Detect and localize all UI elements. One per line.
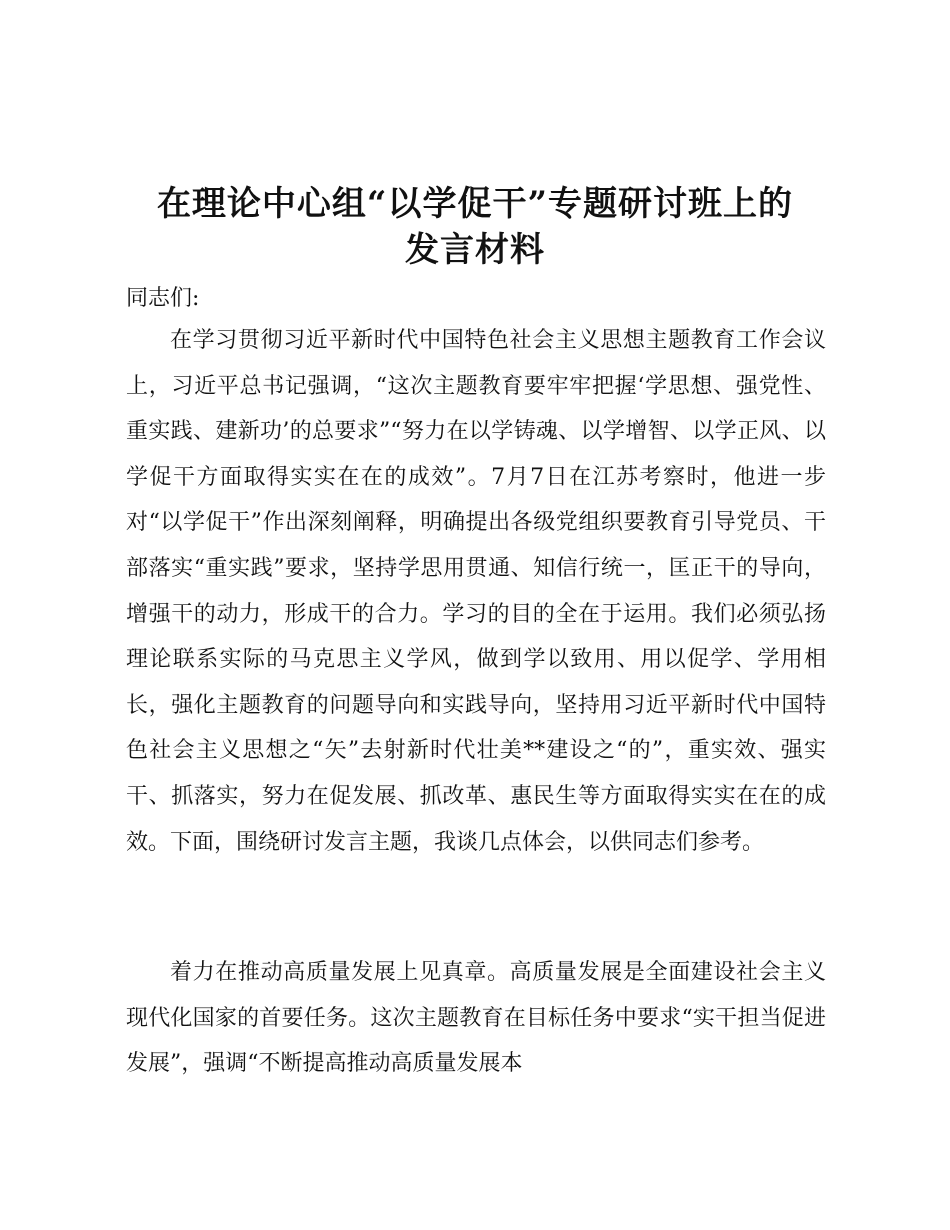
paragraph-2: 着力在推动高质量发展上见真章。高质量发展是全面建设社会主义现代化国家的首要任务。这次主题教育在目标任务中要求“实干担当促进发展”，强调“不断提高推动高质量发展本 [126, 960, 826, 1077]
document-title-line-1: 在理论中心组“以学促干”专题研讨班上的 [156, 184, 794, 224]
paragraph-1: 在学习贯彻习近平新时代中国特色社会主义思想主题教育工作会议上，习近平总书记强调，“这次主题教育要牢牢把握‘学思想、强党性、重实践、建新功’的总要求”“努力在以学铸魂、以学增智、以学正风、以学促干方面取得实实在在的成效”。7月7日在江苏考察时，他进一步对“以学促干”作出深刻阐释，明确提出各级党组织要教育引导党员、干部落实“重实践”要求，坚持学思用贯通、知信行统一，匡正干的导向，增强干的动力，形成干的合力。学习的目的全在于运用。我们必须弘扬理论联系实际的马克思主义学风，做到学以致用、用以促学、学用相长，强化主题教育的问题导向和实践导向，坚持用习近平新时代中国特色社会主义思想之“矢”去射新时代壮美**建设之“的”，重实效、强实干、抓落实，努力在促发展、抓改革、惠民生等方面取得实实在在的成效。下面，围绕研讨发言主题，我谈几点体会，以供同志们参考。 [126, 328, 826, 855]
document-title-line-2: 发言材料 [405, 230, 545, 270]
salutation: 同志们: [126, 286, 200, 311]
